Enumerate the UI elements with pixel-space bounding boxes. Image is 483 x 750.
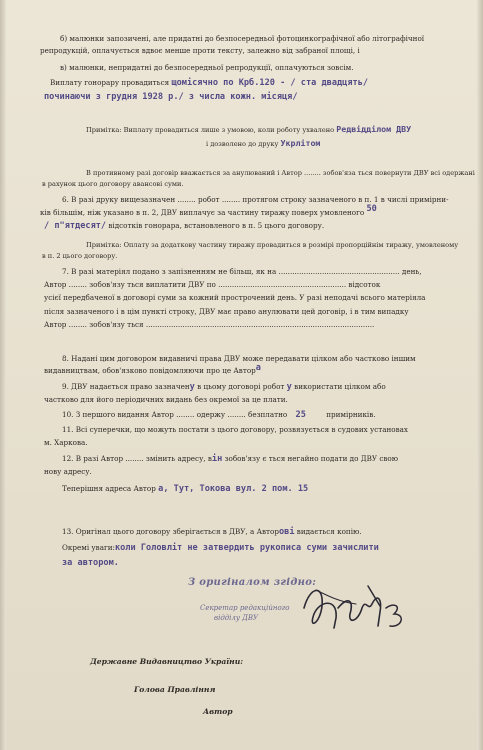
stamp-line3: відділу ДВУ [214,614,259,622]
clause7-line3: усієї передбаченої в договорі суми за кожний прострочений день. У разі неподачі всього матеріяла [44,293,426,302]
remarks-label: Окремі уваги: [62,543,115,552]
paper-edge-right [477,0,483,750]
clause5-line2: в рахунок цього договору авансові суми. [42,180,184,188]
clause11-line2: м. Харкова. [44,438,88,447]
clause8-text: видавництвам, обов'язково повідомляючи про це Автор [44,366,256,375]
payment-label: Виплату гонорару провадиться [50,78,170,87]
clause12-line2: нову адресу. [44,467,92,476]
clause6-text: ків більшім, ніж указано в п. 2, ДВУ виплачує за частину тиражу поверх умовленого [40,208,365,217]
clause6-line3 [44,221,465,231]
remarks-line2 [62,558,465,568]
footer-author: Автор [203,707,233,716]
clause12-text: 12. В разі Автор ........ змінить адресу, в [62,454,212,463]
clause7-line2: Автор ........ зобов'язу ться виплатити ДВУ по ........................................................ відсоток [44,280,381,289]
clause12-end: зобов'язу є ться негайно подати до ДВУ свою [224,454,398,463]
clause-b-line1: б) малюнки запозичені, але придатні до безпосередньої фотоцинкографічної або літографічної [60,34,425,43]
payment-line2 [44,92,465,102]
clause13-typed: ові [278,527,295,537]
remarks-typed: коли Головліт не затвердить рукописа суми зачислити [114,543,379,553]
clause9-typed2: у [286,382,292,392]
clause13-line [62,527,465,537]
handwritten-signature [298,578,416,640]
clause7-line4: після зазначеного і в цім пункті строку, ДВУ має право анулювати цей договір, і в тим випадку [44,307,409,316]
footer-head: Голова Правління [134,685,216,694]
clause6-line2 [40,204,465,218]
clause12-typed: ін [211,454,223,464]
clause6-line1: 6. В разі друку вищезазначен ........ робот ........ протягом строку зазначеного в п. 1 в числі примірни- [62,195,449,204]
remarks-typed2: за автором. [62,558,119,568]
clause-b-line2: репродукцій, оплачується вдвоє менше проти тексту, залежно від забраної площі, і [40,46,360,55]
clause9-text-c: використати цілком або [294,382,386,391]
address-typed: а, Тут, Токова вул. 2 пом. 15 [158,484,309,494]
note1-text2: і дозволено до друку [206,140,279,148]
address-line [62,484,465,494]
clause13-end: видається копію. [296,527,362,536]
address-label: Теперішня адреса Автор [62,484,156,493]
clause9-line1 [62,382,465,392]
stamp-line1: З оригіналом згідно: [188,577,317,588]
clause13-text: 13. Оригінал цього договору зберігається в ДВУ, а Автор [62,527,279,536]
clause6-typed-percent: 50 [366,204,377,214]
note1-text: Примітка: Виплату провадиться лише з умовою, коли роботу ухвалено [86,126,335,134]
clause11-line1: 11. Всі суперечки, що можуть постати з цього договору, розвязується в судових установах [62,425,408,434]
clause7-line5: Автор ........ зобов'язу ться .................................................................................................... [44,320,375,329]
footer-org: Державне Видавництво України: [90,657,244,666]
clause6-typed-words: / п"ятдесят/ [44,221,107,231]
paper-edge-left [0,0,6,750]
note1-line2 [206,139,465,149]
clause9-text-b: в цьому договорі робот [197,382,285,391]
clause8-line1: 8. Надані цим договором видавничі права ДВУ може передавати цілком або частково іншим [62,354,416,363]
stamp-line2: Секретар редакційного [200,604,290,612]
clause10-typed: 25 [295,410,306,420]
clause8-typed: а [255,363,261,373]
clause-v: в) малюнки, непридатні до безпосередньої репродукції, оплачуються зовсім. [60,63,354,72]
clause5-line1: В противному разі договір вважається за анулюваний і Автор ........ зобов'яза ться повернути ДВУ всі одержані [86,169,475,177]
clause10-line [62,410,465,420]
clause12-line1 [62,454,465,464]
clause9-typed1: у [189,382,195,392]
note1-typed: Редвідділом ДВУ [336,124,412,134]
clause10-end: примірників. [326,410,376,419]
note1-line1 [86,125,465,135]
remarks-line1 [62,543,465,553]
note2-line2: в п. 2 цього договору. [42,252,118,260]
payment-start-typed: починаючи з грудня 1928 р./ з числа кожн. місяця/ [44,92,298,102]
note1-typed2: Укрлітом [280,138,321,148]
payment-typed: щомісячно по Крб.120 - / ста двадцять/ [171,78,369,88]
clause6-text3: відсотків гонорара, встановленого в п. 5 цього договору. [108,221,325,230]
note2-line1: Примітка: Оплату за додаткову частину тиражу провадиться в розмірі пропорційнім тиражу, умовленому [86,241,459,249]
clause9-line2: частково для його періодичних видань без окремої за це плати. [44,395,288,404]
clause10-text: 10. З першого видання Автор ........ одержу ........ безплатно [62,410,288,419]
payment-line1 [50,78,465,88]
clause9-text-a: 9. ДВУ надається право зазначен [62,382,190,391]
clause7-line1: 7. В разі матеріял подано з запізненням не більш, як на ..................................................... день, [62,267,422,276]
clause8-line2 [44,363,465,376]
